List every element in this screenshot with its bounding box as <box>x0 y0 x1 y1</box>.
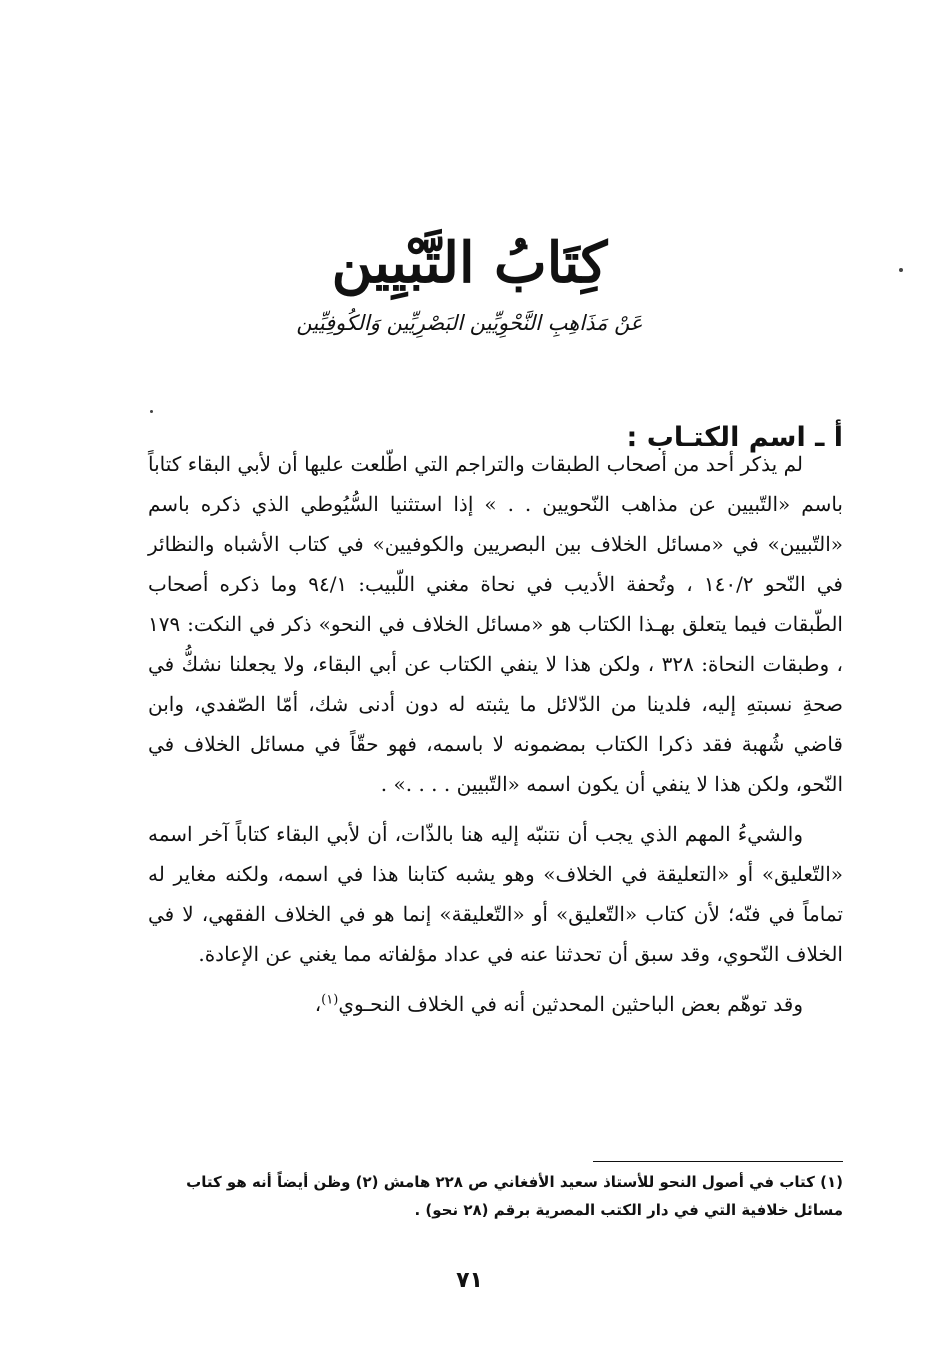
footnote-marker[interactable]: (١) <box>321 992 339 1008</box>
paragraph-continued <box>148 984 843 1024</box>
paragraph: والشيءُ المهم الذي يجب أن نتنبّه إليه هنا بالذّات، أن لأبي البقاء كتاباً آخر اسمه «التّعليق» أو «التعليقة في الخلاف» وهو يشبه كتابنا هذا في اسمه، ولكنه مغاير له تماماً في فنّه؛ لأن كتاب «التّعليق» أو «التّعليقة» إنما هو في الخلاف الفقهي، لا في الخلاف النّحوي، وقد سبق أن تحدثنا عنه في عداد مؤلفاته مما يغني عن الإعادة. <box>148 822 843 966</box>
page-number: ٧١ <box>456 1268 483 1293</box>
footnote: (١) كتاب في أصول النحو للأستاذ سعيد الأفغاني ص ٢٢٨ هامش (٢) وظن أيضاً أنه هو كتاب مسائل خلافية التي في دار الكتب المصرية برقم (٢٨ نحو) . <box>186 1173 843 1219</box>
section-heading: أ ـ اسم الكتـاب : <box>626 422 843 453</box>
body-text <box>148 444 843 1024</box>
book-subtitle: عَنْ مَذَاهِبِ النَّحْوِيِّين البَصْرِيِّين وَالكُوفِيِّين <box>296 311 643 335</box>
footnote-divider <box>593 1161 843 1162</box>
paragraph: لم يذكر أحد من أصحاب الطبقات والتراجم التي اطّلعت عليها أن لأبي البقاء كتاباً باسم «التّبيين عن مذاهب النّحويين . . » إذا استثنيا السُّيُوطي الذي ذكره باسم «التّبيين» في «مسائل الخلاف بين البصريين والكوفيين» في كتاب الأشباه والنظائر في النّحو ١٤٠/٢ ، وتُحفة الأديب في نحاة مغني اللّبيب: ٩٤/١ وما ذكره أصحاب الطّبقات فيما يتعلق بهـذا الكتاب هو «مسائل الخلاف في النحو» ذكر في النكت: ١٧٩ ، وطبقات النحاة: ٣٢٨ ، ولكن هذا لا ينفي الكتاب عن أبي البقاء، ولا يجعلنا نشكُّ في صحةِ نسبتهِ إليه، فلدينا من الدّلائل ما يثبته له دون أدنى شك، أمّا الصّفدي، وابن قاضي شُهبة فقد ذكرا الكتاب بمضمونه لا باسمه، فهو حقّاً في مسائل الخلاف في النّحو، ولكن هذا لا ينفي أن يكون اسمه «التّبيين . . . .» . <box>148 452 843 796</box>
paragraph-text: وقد توهّم بعض الباحثين المحدثين أنه في الخلاف النحـوي <box>338 992 803 1016</box>
book-title: كِتَابُ التَّبْيِين <box>331 230 608 296</box>
paragraph-punctuation: ، <box>314 992 322 1016</box>
scan-speck <box>150 410 153 413</box>
scan-speck <box>899 268 903 272</box>
